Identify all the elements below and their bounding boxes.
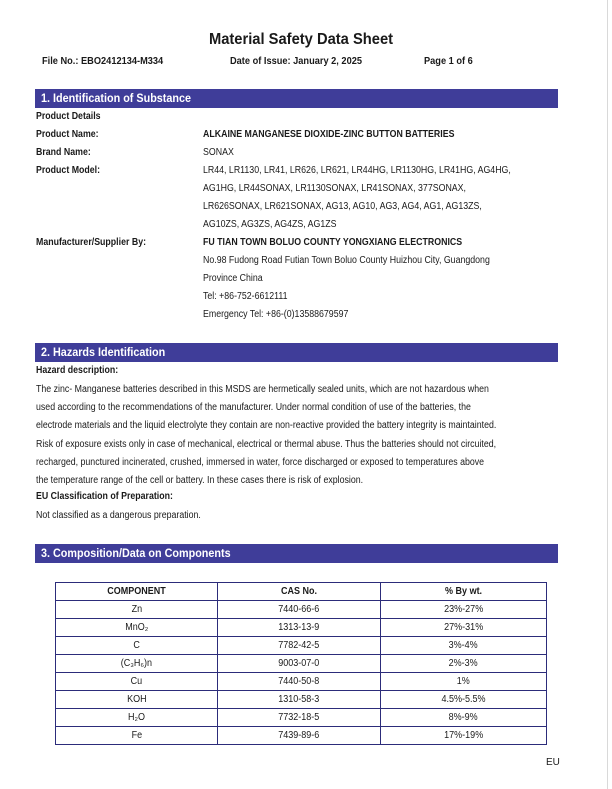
table-row (56, 673, 547, 691)
weight-cell: 17%-19% (381, 727, 547, 745)
component-cell: H₂O (56, 709, 218, 727)
weight-cell: 3%-4% (381, 637, 547, 655)
hazard-line: Risk of exposure exists only in case of mechanical, electrical or thermal abuse. Thus the batteries should not circuited, (36, 438, 497, 450)
hazard-description-label: Hazard description: (36, 365, 119, 376)
section-2-header (35, 343, 558, 362)
weight-cell: 1% (381, 673, 547, 691)
product-model-line: AG1HG, LR44SONAX, LR1130SONAX, LR41SONAX, 377SONAX, (203, 183, 466, 194)
hazard-line: recharged, punctured incinerated, crushed, immersed in water, force discharged or exposed to temperatures above (36, 456, 485, 468)
table-row (56, 655, 547, 673)
table-row (56, 619, 547, 637)
page-edge (607, 0, 608, 789)
cas-cell: 1313-13-9 (218, 619, 381, 637)
component-cell: Zn (56, 601, 218, 619)
hazard-description (36, 381, 562, 490)
cas-cell: 7440-66-6 (218, 601, 381, 619)
section-2-title: 2. Hazards Identification (41, 345, 166, 359)
section-3-title: 3. Composition/Data on Components (41, 546, 231, 560)
cas-cell: 7782-42-5 (218, 637, 381, 655)
issue-date: Date of Issue: January 2, 2025 (230, 55, 362, 67)
product-model-line: AG10ZS, AG3ZS, AG4ZS, AG1ZS (203, 219, 337, 230)
table-header-row (56, 583, 547, 601)
section-1-title: 1. Identification of Substance (41, 91, 192, 105)
table-row (56, 601, 547, 619)
telephone: Tel: +86-752-6612111 (203, 291, 288, 302)
component-cell: Fe (56, 727, 218, 745)
composition-table (55, 582, 547, 745)
component-cell: MnO₂ (56, 619, 218, 637)
weight-cell: 4.5%-5.5% (381, 691, 547, 709)
brand-name-value: SONAX (203, 147, 234, 158)
section-3-header (35, 544, 558, 563)
page-number: Page 1 of 6 (424, 55, 473, 67)
eu-classification-value: Not classified as a dangerous preparation. (36, 510, 201, 521)
table-row (56, 691, 547, 709)
address-line: No.98 Fudong Road Futian Town Boluo County Huizhou City, Guangdong (203, 255, 490, 266)
table-row (56, 637, 547, 655)
component-cell: C (56, 637, 218, 655)
page-footer: EU (546, 757, 560, 768)
manufacturer-label: Manufacturer/Supplier By: (36, 237, 147, 248)
address-line: Province China (203, 273, 263, 284)
component-cell: KOH (56, 691, 218, 709)
product-model-label: Product Model: (36, 165, 101, 176)
table-row (56, 709, 547, 727)
cas-cell: 7439-89-6 (218, 727, 381, 745)
file-number: File No.: EBO2412134-M334 (42, 55, 164, 67)
weight-cell: 23%-27% (381, 601, 547, 619)
column-header: % By wt. (381, 583, 547, 601)
emergency-telephone: Emergency Tel: +86-(0)13588679597 (203, 309, 349, 320)
weight-cell: 8%-9% (381, 709, 547, 727)
component-cell: Cu (56, 673, 218, 691)
table-row (56, 727, 547, 745)
product-model-line: LR626SONAX, LR621SONAX, AG13, AG10, AG3, AG4, AG1, AG13ZS, (203, 201, 482, 212)
column-header: CAS No. (218, 583, 381, 601)
manufacturer-value: FU TIAN TOWN BOLUO COUNTY YONGXIANG ELECTRONICS (203, 237, 463, 248)
product-name-label: Product Name: (36, 129, 99, 140)
section-1-header (35, 89, 558, 108)
document-title: Material Safety Data Sheet (208, 31, 394, 48)
product-model-line: LR44, LR1130, LR41, LR626, LR621, LR44HG, LR1130HG, LR41HG, AG4HG, (203, 165, 511, 176)
hazard-line: the temperature range of the cell or battery. In these cases there is risk of explosion. (36, 475, 364, 487)
product-details-heading: Product Details (36, 111, 101, 122)
hazard-line: used according to the recommendations of the manufacturer. Under normal condition of use of the batteries, the (36, 402, 471, 414)
hazard-line: The zinc- Manganese batteries described in this MSDS are hermetically sealed units, which are not hazardous when (36, 384, 489, 395)
cas-cell: 1310-58-3 (218, 691, 381, 709)
column-header: COMPONENT (56, 583, 218, 601)
weight-cell: 27%-31% (381, 619, 547, 637)
brand-name-label: Brand Name: (36, 147, 91, 158)
cas-cell: 7732-18-5 (218, 709, 381, 727)
eu-classification-label: EU Classification of Preparation: (36, 491, 173, 502)
hazard-line: electrode materials and the liquid electrolyte they contain are non-reactive provided the battery integrity is maintainted. (36, 420, 497, 432)
cas-cell: 9003-07-0 (218, 655, 381, 673)
product-name-value: ALKAINE MANGANESE DIOXIDE-ZINC BUTTON BATTERIES (203, 129, 455, 140)
component-cell: (C₃H₆)n (56, 655, 218, 673)
cas-cell: 7440-50-8 (218, 673, 381, 691)
weight-cell: 2%-3% (381, 655, 547, 673)
